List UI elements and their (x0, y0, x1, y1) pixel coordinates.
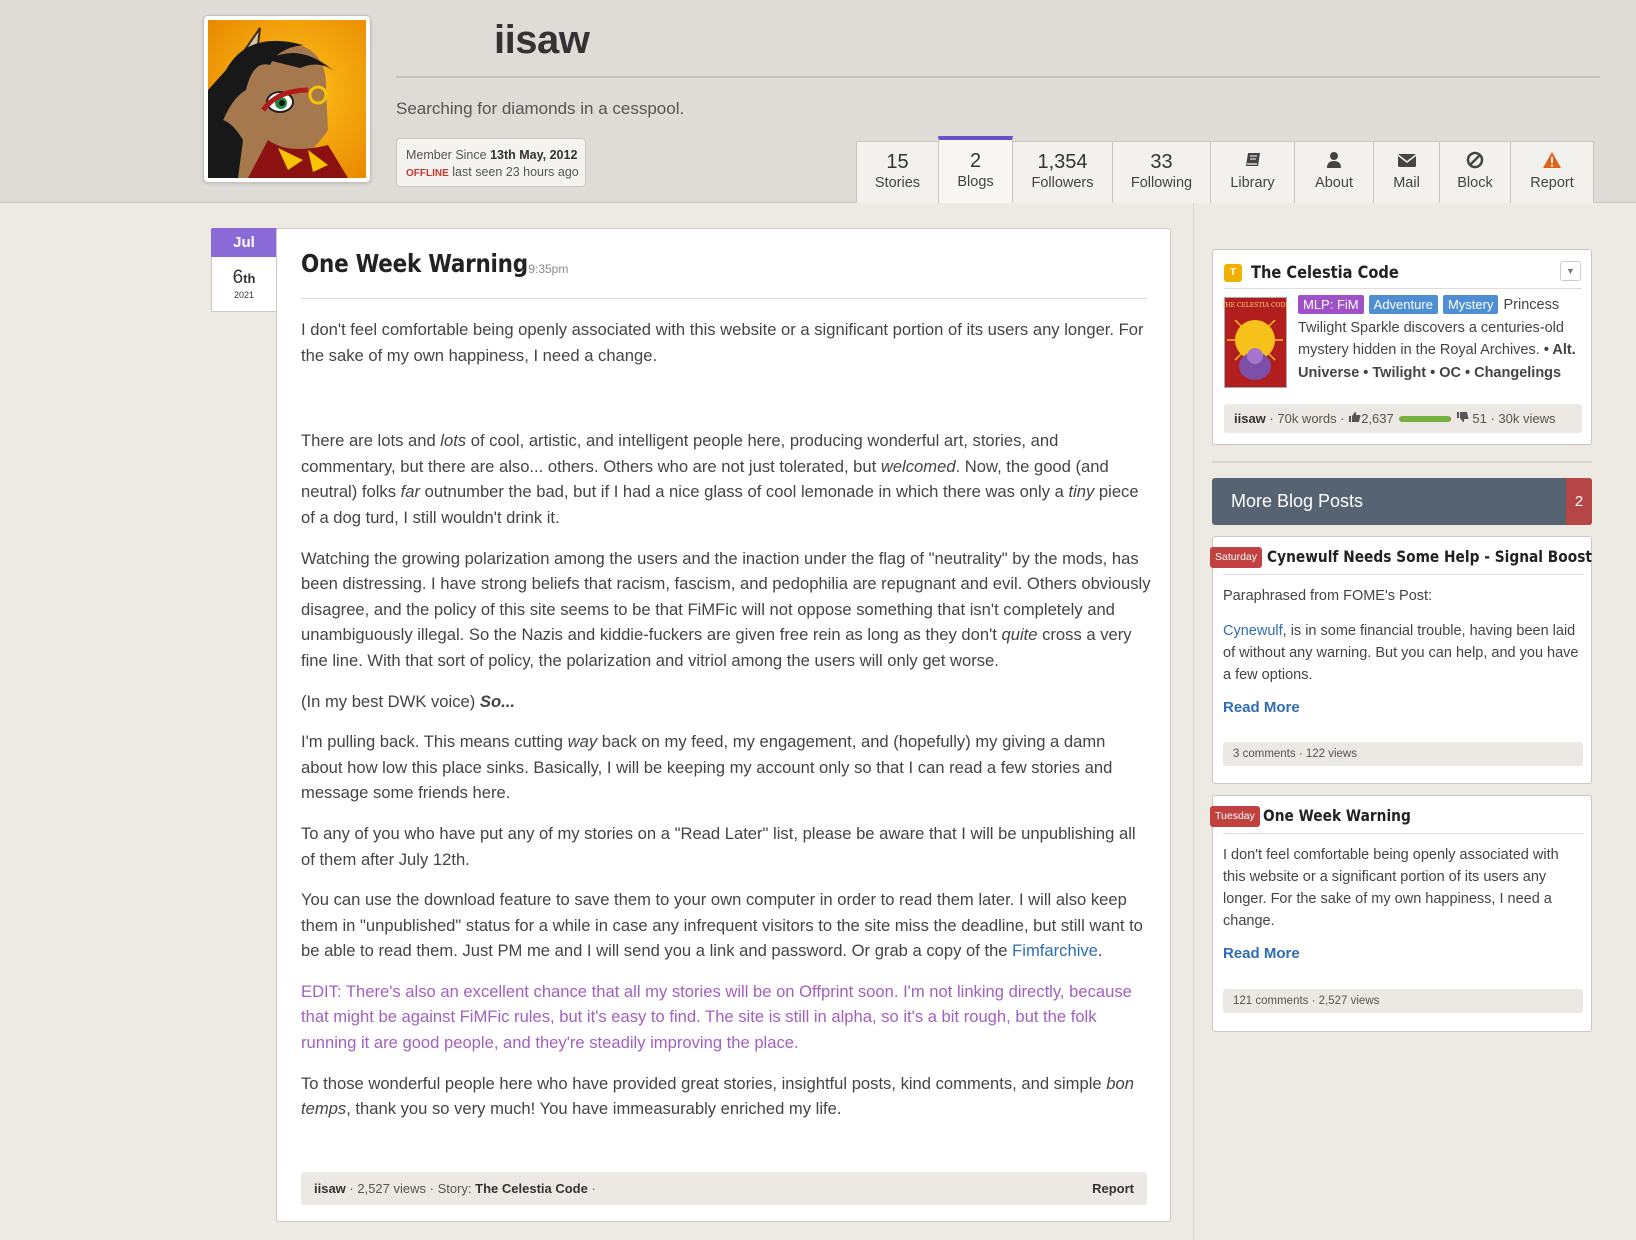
post-author-link[interactable]: iisaw (314, 1181, 346, 1196)
blog-card-divider (1223, 574, 1583, 575)
tab-label: Mail (1393, 175, 1420, 191)
member-since-label: Member Since (406, 148, 487, 162)
post-year: 2021 (233, 290, 255, 300)
sidebar-divider (1212, 461, 1592, 463)
text: . Now, the good (and neutral) folks (301, 456, 1109, 502)
text: Watching the growing polarization among the users and the inaction under the flag of "neutrality" by the mods, has been distressing. I have strong beliefs that racism, fascism, and pedophilia are repugnant and evil. Others obviously disagree, and the policy of this site seems to be that FiMFic will not oppose something that isn't completely and unambiguously illegal. So the Nazis and kiddie-fuckers are given free rein as long as they don't (301, 548, 1151, 645)
warning-icon (1511, 151, 1593, 173)
book-icon (1211, 151, 1294, 173)
post-title[interactable]: One Week Warning (301, 249, 528, 278)
story-description (1298, 294, 1588, 384)
text: I'm pulling back. This means cutting (301, 732, 568, 752)
tag-adventure[interactable]: Adventure (1369, 295, 1438, 314)
post-date (211, 228, 277, 312)
text: (In my best DWK voice) (301, 691, 480, 711)
text: There are lots and (301, 431, 441, 451)
text: outnumber the bad, but if I had a nice glass of cool lemonade in which there was only a (419, 482, 1069, 502)
text: cross a very fine line. With that sort of policy, the polarization and vitriol among the users will only get worse. (301, 625, 1132, 670)
excerpt-paragraph: Paraphrased from FOME's Post: (1223, 588, 1433, 604)
last-seen: last seen 23 hours ago (452, 165, 579, 179)
tab-label: Following (1130, 175, 1193, 191)
blog-post-card (1212, 795, 1592, 1032)
tag-mlp-fim[interactable]: MLP: FiM (1298, 295, 1364, 314)
online-status: OFFLINE (406, 168, 449, 179)
tab-label: About (1315, 175, 1353, 191)
paragraph (301, 428, 1151, 530)
excerpt-paragraph: I don't feel comfortable being openly associated with this website or a significant portion of its users any longer. For the sake of my own happiness, I need a change. (1223, 847, 1559, 929)
tab-stories[interactable] (856, 141, 939, 203)
emphasis: welcomed (880, 456, 956, 476)
sidebar-divider-line (1193, 203, 1194, 1240)
rating-bar (1399, 416, 1451, 422)
story-divider (1224, 288, 1582, 289)
thumbs-down-icon (1456, 411, 1469, 426)
edit-note: EDIT: There's also an excellent chance that all my stories will be on Offprint soon. I'm not linking directly, because that might be against FiMFic rules, but it's easy to find. The site is still in alpha, so it's a bit rough, but the folk running it are good people, and they're steadily improving the place. (301, 981, 1132, 1053)
dislikes-count: 51 (1472, 411, 1487, 426)
profile-tabs (857, 141, 1594, 203)
blog-card-excerpt (1223, 844, 1585, 945)
paragraph (301, 689, 1151, 715)
text: , is in some financial trouble, having been laid of without any warning. But you can help, and you have a few options. (1223, 623, 1579, 683)
post-month: Jul (211, 228, 277, 257)
username: iisaw (494, 18, 590, 62)
tab-following[interactable] (1112, 141, 1211, 203)
emphasis: far (400, 482, 420, 502)
emphasis: way (567, 732, 598, 752)
emphasis: So... (479, 691, 515, 711)
blog-count-badge: 2 (1566, 478, 1592, 525)
avatar-image (208, 20, 366, 178)
blog-card-title[interactable]: Cynewulf Needs Some Help - Signal Boost (1267, 547, 1592, 566)
tab-mail[interactable] (1373, 141, 1440, 203)
blog-card-title[interactable]: One Week Warning (1263, 806, 1411, 825)
tab-label: Followers (1031, 175, 1094, 191)
fimfarchive-link[interactable]: Fimfarchive (1012, 941, 1098, 961)
story-views: · 30k views (1490, 411, 1556, 426)
post-divider (301, 298, 1147, 299)
tab-block[interactable] (1439, 141, 1511, 203)
mail-icon (1374, 151, 1439, 173)
member-info (396, 138, 586, 187)
tab-blogs[interactable] (938, 136, 1013, 203)
emphasis: tiny (1068, 482, 1095, 502)
tab-label: Stories (874, 175, 921, 191)
followers-count: 1,354 (1037, 151, 1088, 173)
paragraph: I don't feel comfortable being openly associated with this website or a significant portion of its users any longer. For the sake of my own happiness, I need a change. (301, 320, 1144, 365)
tab-label: Block (1457, 175, 1493, 191)
paragraph: To any of you who have put any of my stories on a "Read Later" list, please be aware that I will be unpublishing all of them after July 12th. (301, 823, 1136, 869)
footer-separator: · (591, 1181, 596, 1196)
day-badge: Saturday (1210, 547, 1262, 568)
block-icon (1440, 151, 1510, 173)
emphasis: bon temps (301, 1073, 1134, 1119)
tab-report[interactable] (1510, 141, 1594, 203)
thumbs-up-icon (1348, 411, 1361, 426)
post-body (301, 317, 1151, 1137)
read-more-link[interactable]: Read More (1223, 945, 1300, 962)
post-footer (301, 1172, 1147, 1205)
following-count: 33 (1150, 151, 1173, 173)
profile-header (0, 0, 1636, 203)
post-time: · 9:35pm (521, 262, 569, 276)
story-summary: Princess Twilight Sparkle discovers a centuries-old mystery hidden in the Royal Archives. (1298, 297, 1564, 358)
blog-card-stats: 3 comments · 122 views (1223, 742, 1583, 766)
post-day: 6 (232, 267, 244, 288)
user-icon (1295, 151, 1373, 173)
more-blog-posts-header (1212, 478, 1592, 525)
avatar[interactable] (203, 15, 371, 183)
cover-text: THE CELESTIA CODE (1221, 302, 1290, 309)
user-tagline: Searching for diamonds in a cesspool. (396, 99, 685, 118)
blog-post-card (1212, 536, 1592, 784)
tab-library[interactable] (1210, 141, 1295, 203)
blog-card-divider (1223, 833, 1583, 834)
report-button[interactable]: Report (1092, 1181, 1134, 1196)
text: , thank you so very much! You have immeasurably enriched my life. (346, 1099, 842, 1119)
story-characters: • Alt. Universe • Twilight • OC • Changelings (1298, 342, 1576, 381)
text: To those wonderful people here who have provided great stories, insightful posts, kind comments, and simple (301, 1073, 1107, 1093)
story-title[interactable]: The Celestia Code (1251, 263, 1399, 283)
chevron-down-icon[interactable]: ▼ (1560, 261, 1581, 281)
paragraph (301, 887, 1151, 964)
story-cover-image (1221, 298, 1290, 387)
post-story-link[interactable]: The Celestia Code (475, 1181, 588, 1196)
text: back on my feed, my engagement, and (hopefully) my giving a damn about how low this place sinks. Basically, I will be keeping my account only so that I can read a few stories and message some friends here. (301, 732, 1113, 803)
story-words: · 70k words · (1269, 411, 1345, 426)
blog-card-excerpt (1223, 585, 1585, 699)
header-divider (396, 76, 1600, 78)
blog-card-stats: 121 comments · 2,527 views (1223, 989, 1583, 1013)
likes-count: 2,637 (1361, 411, 1394, 426)
text: You can use the download feature to save them to your own computer in order to read them later. I will also keep them in "unpublished" status for a while in case any infrequent visitors to the site miss the deadline, but still want to be able to read them. Just PM me and I will send you a link and password. Or grab a copy of the (301, 890, 1143, 961)
tag-mystery[interactable]: Mystery (1443, 295, 1499, 314)
day-badge: Tuesday (1210, 806, 1260, 827)
story-card (1212, 249, 1592, 445)
blogs-count: 2 (969, 150, 982, 172)
tab-followers[interactable] (1012, 141, 1113, 203)
stories-count: 15 (886, 151, 909, 173)
text: . (1097, 941, 1103, 961)
post-day-box (211, 257, 277, 312)
emphasis: quite (1001, 625, 1038, 645)
tab-label: Library (1230, 175, 1275, 191)
paragraph (301, 729, 1151, 806)
tab-about[interactable] (1294, 141, 1374, 203)
excerpt-paragraph (1223, 620, 1585, 686)
story-author[interactable]: iisaw (1234, 411, 1266, 426)
tab-label: Report (1530, 175, 1574, 191)
paragraph (301, 1071, 1151, 1122)
story-stats (1224, 404, 1582, 433)
member-since-date: 13th May, 2012 (490, 148, 578, 162)
tab-label: Blogs (957, 174, 994, 190)
rating-badge: T (1224, 264, 1242, 282)
more-blog-posts-title: More Blog Posts (1231, 491, 1364, 511)
story-cover[interactable] (1221, 297, 1290, 388)
text: of cool, artistic, and intelligent people here, producing wonderful art, stories, and commentary, but there are also... others. Others who are not just tolerated, but (301, 431, 1059, 476)
cynewulf-link[interactable]: Cynewulf (1223, 623, 1283, 639)
blog-post (276, 228, 1171, 1222)
text: piece of a dog turd, I still wouldn't drink it. (301, 482, 1139, 527)
paragraph (301, 546, 1151, 674)
read-more-link[interactable]: Read More (1223, 699, 1300, 716)
paragraph-gap (301, 383, 1151, 428)
post-day-suffix: th (243, 271, 256, 286)
post-views: · 2,527 views · Story: (349, 1181, 472, 1196)
emphasis: lots (440, 431, 467, 451)
